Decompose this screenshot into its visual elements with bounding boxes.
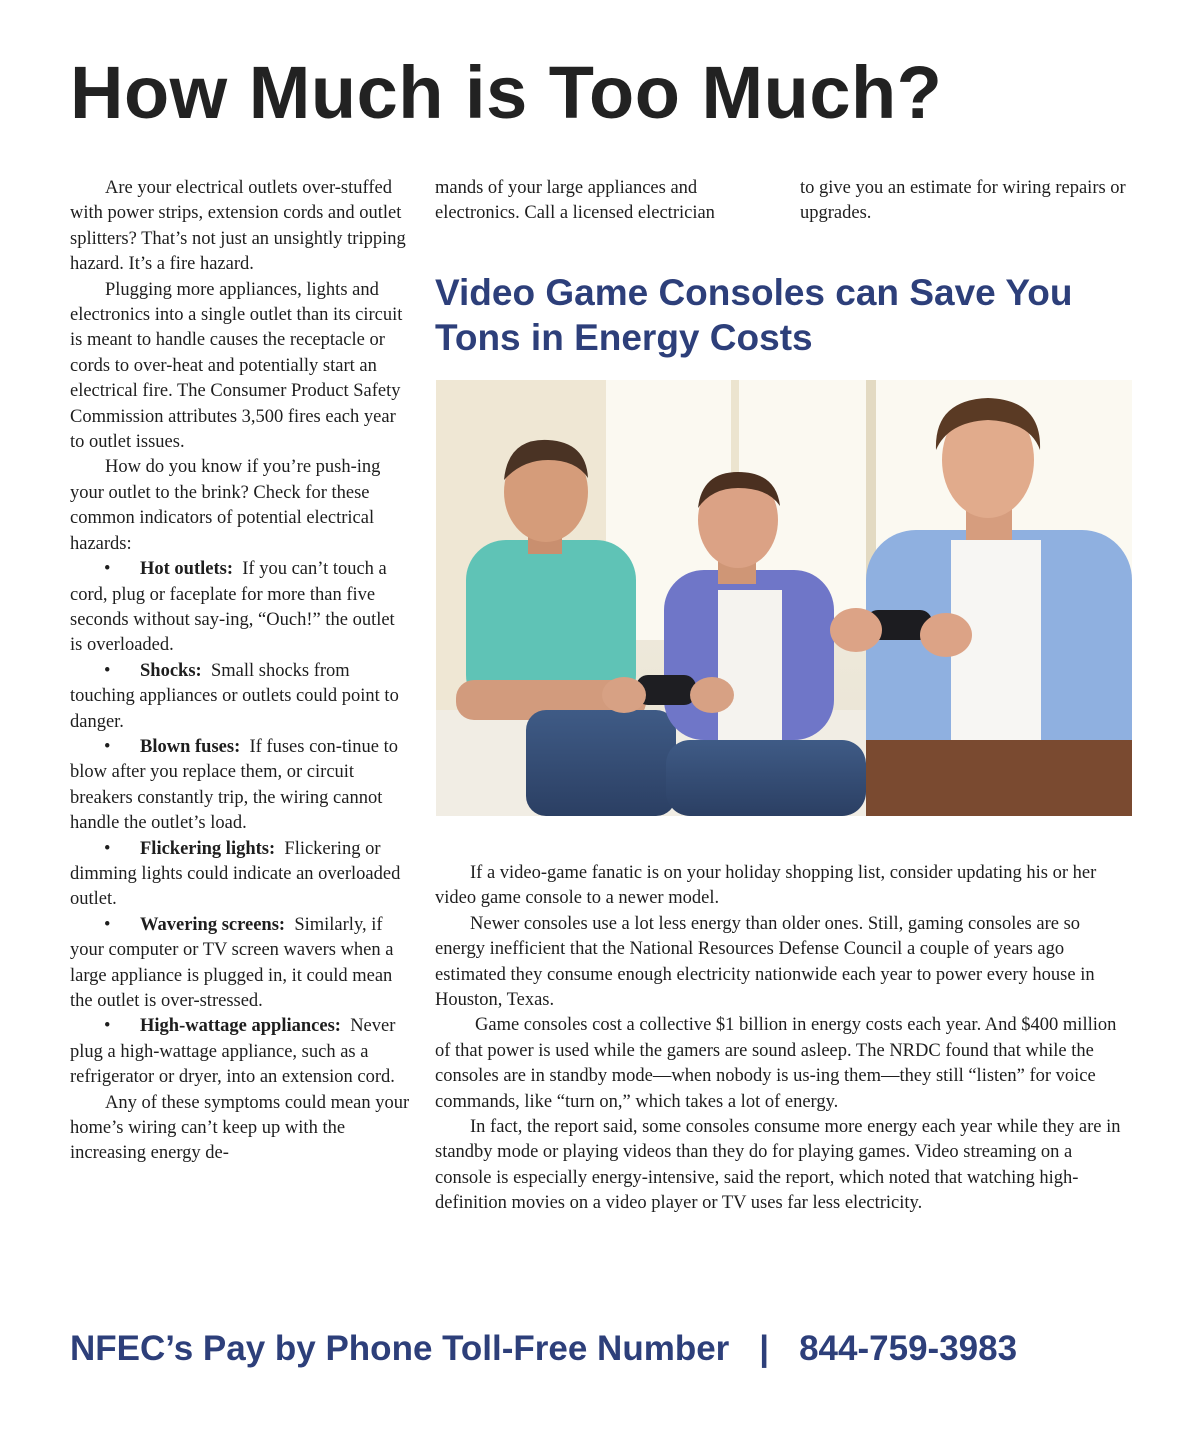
section-heading: Video Game Consoles can Save You Tons in Energy Costs [435,272,1073,358]
footer-label: NFEC’s Pay by Phone Toll-Free Number [70,1329,730,1368]
paragraph: Plugging more appliances, lights and electronics into a single outlet than its circuit is meant to handle causes the receptacle or cords to over-heat and potentially start an electrical fire. The Consumer Product Safety Commission attributes 3,500 fires each year to outlet issues. [70,279,403,453]
three-young-men-playing-video-games-icon [436,380,1132,816]
footer-banner [70,1326,1130,1372]
bullet-icon: • [104,1016,111,1037]
article-column-2 [435,176,775,227]
paragraph: How do you know if you’re push-ing your outlet to the brink? Check for these common indicators of potential electrical hazards: [70,457,381,554]
paragraph-continued: mands of your large appliances and electronics. Call a licensed electrician [435,178,715,224]
paragraph-continued: to give you an estimate for wiring repairs or upgrades. [800,178,1126,224]
bullet-icon: • [104,736,111,757]
paragraph: Are your electrical outlets over-stuffed with power strips, extension cords and outlet splitters? That’s not just an unsightly tripping hazard. It’s a fire hazard. [70,178,406,275]
bullet-item: • Wavering screens: Similarly, if your computer or TV screen wavers when a large appliance is plugged in, it could mean the outlet is over-stressed. [70,914,394,1011]
footer-phone: 844-759-3983 [799,1329,1018,1368]
article-column-1 [70,176,410,1167]
paragraph: Newer consoles use a lot less energy than older ones. Still, gaming consoles are so energy inefficient that the National Resources Defense Council a couple of years ago estimated they consume enough electricity nationwide each year to power every house in Houston, Texas. [435,913,1095,1011]
bullet-icon: • [104,660,111,681]
paragraph: Any of these symptoms could mean your home’s wiring can’t keep up with the increasing energy de- [70,1092,410,1164]
article-column-3 [800,176,1140,227]
bullet-item: • Shocks: Small shocks from touching appliances or outlets could point to danger. [70,660,399,732]
article-body [435,861,1130,1217]
gamers-photo [436,380,1132,816]
bullet-item: • Hot outlets: If you can’t touch a cord, plug or faceplate for more than five seconds without say-ing, “Ouch!” the outlet is overloaded. [70,559,395,656]
bullet-icon: • [104,914,111,935]
paragraph: In fact, the report said, some consoles consume more energy each year while they are in standby mode or playing videos than they do for playing games. Video streaming on a console is especially energy-intensive, said the report, which noted that watching high-definition movies on a video player or TV uses far less electricity. [435,1117,1121,1214]
bullet-item: • Blown fuses: If fuses con-tinue to blow after you replace them, or circuit breakers constantly trip, the wiring cannot handle the outlet’s load. [70,736,398,834]
bullet-item: • High-wattage appliances: Never plug a high-wattage appliance, such as a refrigerator or dryer, into an extension cord. [70,1016,396,1088]
paragraph: Game consoles cost a collective $1 billion in energy costs each year. And $400 million of that power is used while the gamers are sound asleep. The NRDC found that while the consoles are in standby mode—when nobody is us-ing them—they still “listen” for voice commands, like “turn on,” which takes a lot of energy. [435,1015,1117,1112]
page-title: How Much is Too Much? [70,51,943,134]
bullet-item: • Flickering lights: Flickering or dimming lights could indicate an overloaded outlet. [70,838,401,910]
footer-separator: | [759,1329,770,1368]
bullet-icon: • [104,838,111,859]
paragraph: If a video-game fanatic is on your holiday shopping list, consider updating his or her video game console to a newer model. [435,863,1097,909]
bullet-icon: • [104,559,111,580]
